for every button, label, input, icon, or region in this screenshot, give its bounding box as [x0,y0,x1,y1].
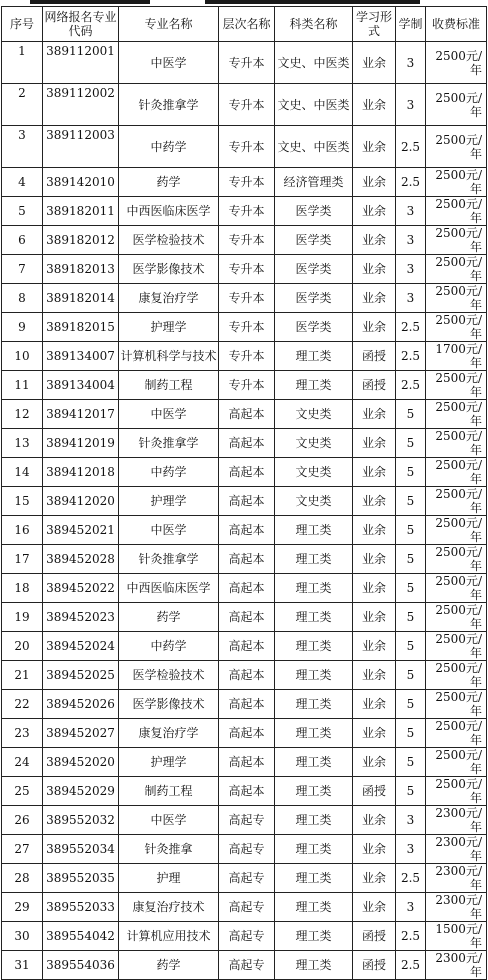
cell-index: 26 [2,806,43,835]
cell-fee: 2300元/年 [426,864,487,893]
cell-duration: 2.5 [396,864,426,893]
cell-code: 389452021 [43,516,119,545]
cell-index: 8 [2,284,43,313]
cell-duration: 2.5 [396,342,426,371]
cell-duration: 2.5 [396,371,426,400]
cell-index: 18 [2,574,43,603]
cell-code: 389182012 [43,226,119,255]
cell-index: 20 [2,632,43,661]
cell-index: 17 [2,545,43,574]
table-row [2,632,487,661]
cell-duration: 5 [396,545,426,574]
table-row [2,748,487,777]
cell-fee: 2500元/年 [426,400,487,429]
cell-level: 高起本 [219,429,275,458]
cell-level: 高起本 [219,777,275,806]
cell-index: 25 [2,777,43,806]
cell-category: 理工类 [275,835,353,864]
cell-fee: 2500元/年 [426,313,487,342]
table-row [2,864,487,893]
cell-duration: 5 [396,632,426,661]
cell-major: 中药学 [119,632,219,661]
cell-code: 389142010 [43,168,119,197]
col-header-category: 科类名称 [275,7,353,42]
table-row [2,516,487,545]
cell-level: 专升本 [219,42,275,84]
cell-fee: 2500元/年 [426,487,487,516]
cell-fee: 2500元/年 [426,284,487,313]
cell-duration: 5 [396,661,426,690]
col-header-code: 网络报名专业代码 [43,7,119,42]
table-row [2,284,487,313]
cell-study-form: 业余 [353,574,396,603]
cell-study-form: 业余 [353,487,396,516]
cell-index: 27 [2,835,43,864]
cell-fee: 2500元/年 [426,226,487,255]
cell-code: 389134004 [43,371,119,400]
cell-major: 计算机应用技术 [119,922,219,951]
cell-category: 理工类 [275,719,353,748]
cell-category: 医学类 [275,197,353,226]
cell-major: 制药工程 [119,777,219,806]
cell-duration: 3 [396,255,426,284]
cell-index: 31 [2,951,43,980]
cell-index: 15 [2,487,43,516]
cell-fee: 2500元/年 [426,545,487,574]
cell-index: 12 [2,400,43,429]
cell-study-form: 业余 [353,661,396,690]
cell-study-form: 业余 [353,516,396,545]
cell-level: 高起专 [219,806,275,835]
table-row [2,371,487,400]
cell-level: 高起本 [219,545,275,574]
cell-index: 28 [2,864,43,893]
cell-duration: 3 [396,835,426,864]
cell-category: 文史类 [275,487,353,516]
cell-category: 医学类 [275,255,353,284]
cell-index: 22 [2,690,43,719]
cell-code: 389182014 [43,284,119,313]
cell-code: 389112002 [43,84,119,126]
cell-index: 1 [2,42,43,84]
cell-level: 专升本 [219,371,275,400]
cell-major: 中西医临床医学 [119,574,219,603]
cell-code: 389552035 [43,864,119,893]
cell-code: 389552032 [43,806,119,835]
enrollment-table [1,6,487,980]
cell-category: 理工类 [275,342,353,371]
cell-category: 理工类 [275,690,353,719]
cell-category: 理工类 [275,951,353,980]
cell-code: 389182015 [43,313,119,342]
cell-duration: 5 [396,458,426,487]
cell-major: 中药学 [119,458,219,487]
cell-duration: 3 [396,197,426,226]
cell-major: 制药工程 [119,371,219,400]
table-row [2,545,487,574]
cell-code: 389552034 [43,835,119,864]
table-row [2,661,487,690]
cell-study-form: 函授 [353,951,396,980]
cell-code: 389412018 [43,458,119,487]
table-row [2,42,487,84]
cell-duration: 5 [396,516,426,545]
cell-major: 护理学 [119,313,219,342]
cell-duration: 3 [396,284,426,313]
cell-study-form: 业余 [353,835,396,864]
cell-code: 389554036 [43,951,119,980]
cell-code: 389452026 [43,690,119,719]
table-row [2,835,487,864]
cell-major: 康复治疗学 [119,719,219,748]
cell-category: 理工类 [275,777,353,806]
cell-category: 理工类 [275,806,353,835]
cell-duration: 5 [396,574,426,603]
cell-study-form: 业余 [353,632,396,661]
table-row [2,226,487,255]
cell-code: 389452023 [43,603,119,632]
cell-major: 中医学 [119,516,219,545]
cell-fee: 2500元/年 [426,126,487,168]
cell-category: 文史、中医类 [275,42,353,84]
cell-category: 理工类 [275,603,353,632]
cell-category: 医学类 [275,226,353,255]
cell-level: 高起本 [219,400,275,429]
cell-major: 护理学 [119,487,219,516]
col-header-fee: 收费标准 [426,7,487,42]
col-header-study-form: 学习形式 [353,7,396,42]
cell-fee: 2500元/年 [426,84,487,126]
cell-code: 389412020 [43,487,119,516]
cell-code: 389452025 [43,661,119,690]
cell-index: 30 [2,922,43,951]
cell-category: 理工类 [275,661,353,690]
cell-fee: 2500元/年 [426,371,487,400]
table-row [2,255,487,284]
cell-level: 高起本 [219,661,275,690]
cell-index: 29 [2,893,43,922]
cell-index: 5 [2,197,43,226]
table-row [2,603,487,632]
cell-duration: 3 [396,806,426,835]
cell-code: 389452020 [43,748,119,777]
cell-level: 高起专 [219,893,275,922]
cell-major: 针灸推拿学 [119,429,219,458]
table-row [2,719,487,748]
cell-study-form: 业余 [353,226,396,255]
cell-code: 389182011 [43,197,119,226]
cell-level: 专升本 [219,84,275,126]
cell-duration: 2.5 [396,951,426,980]
cell-duration: 5 [396,719,426,748]
cell-level: 高起本 [219,748,275,777]
col-header-major: 专业名称 [119,7,219,42]
table-row [2,126,487,168]
cell-major: 中药学 [119,126,219,168]
cell-fee: 2500元/年 [426,42,487,84]
cell-level: 高起本 [219,719,275,748]
cell-fee: 1500元/年 [426,922,487,951]
cell-fee: 2500元/年 [426,255,487,284]
cell-duration: 2.5 [396,922,426,951]
cell-fee: 2500元/年 [426,719,487,748]
cell-major: 中医学 [119,42,219,84]
cell-code: 389412019 [43,429,119,458]
cell-code: 389412017 [43,400,119,429]
cell-category: 文史、中医类 [275,84,353,126]
cell-index: 7 [2,255,43,284]
cell-duration: 3 [396,226,426,255]
cell-study-form: 业余 [353,806,396,835]
table-row [2,168,487,197]
cell-index: 3 [2,126,43,168]
cell-index: 13 [2,429,43,458]
cell-fee: 1700元/年 [426,342,487,371]
cell-level: 高起本 [219,603,275,632]
cell-duration: 5 [396,429,426,458]
cell-duration: 5 [396,690,426,719]
cell-major: 中医学 [119,806,219,835]
cell-major: 医学影像技术 [119,690,219,719]
cell-major: 康复治疗技术 [119,893,219,922]
table-row [2,574,487,603]
cell-study-form: 业余 [353,313,396,342]
cell-duration: 5 [396,777,426,806]
cell-study-form: 业余 [353,400,396,429]
table-body [2,42,487,980]
cell-index: 10 [2,342,43,371]
cell-study-form: 函授 [353,371,396,400]
cell-category: 理工类 [275,371,353,400]
table-row [2,922,487,951]
cell-category: 理工类 [275,632,353,661]
cell-fee: 2500元/年 [426,168,487,197]
cell-level: 高起专 [219,864,275,893]
table-row [2,487,487,516]
cell-index: 24 [2,748,43,777]
cell-study-form: 业余 [353,197,396,226]
cell-index: 23 [2,719,43,748]
cell-study-form: 函授 [353,777,396,806]
cell-category: 文史类 [275,429,353,458]
cell-code: 389134007 [43,342,119,371]
cell-code: 389182013 [43,255,119,284]
cell-duration: 2.5 [396,126,426,168]
table-row [2,400,487,429]
cell-code: 389452022 [43,574,119,603]
cell-category: 文史、中医类 [275,126,353,168]
cell-study-form: 函授 [353,922,396,951]
cell-study-form: 业余 [353,748,396,777]
cell-level: 高起本 [219,458,275,487]
cell-major: 医学检验技术 [119,226,219,255]
cell-level: 专升本 [219,255,275,284]
cell-fee: 2500元/年 [426,748,487,777]
cell-major: 药学 [119,603,219,632]
cell-level: 高起本 [219,487,275,516]
table-row [2,893,487,922]
cell-category: 理工类 [275,922,353,951]
cell-code: 389452029 [43,777,119,806]
cell-code: 389112003 [43,126,119,168]
cell-level: 高起本 [219,516,275,545]
cell-study-form: 业余 [353,690,396,719]
cell-category: 医学类 [275,284,353,313]
cell-index: 4 [2,168,43,197]
cell-index: 21 [2,661,43,690]
cell-fee: 2300元/年 [426,951,487,980]
cell-fee: 2500元/年 [426,516,487,545]
cell-fee: 2300元/年 [426,893,487,922]
cell-study-form: 业余 [353,168,396,197]
cell-category: 理工类 [275,864,353,893]
cell-code: 389112001 [43,42,119,84]
cell-fee: 2500元/年 [426,661,487,690]
cell-level: 高起专 [219,835,275,864]
table-row [2,84,487,126]
col-header-duration: 学制 [396,7,426,42]
cell-major: 药学 [119,951,219,980]
cell-fee: 2500元/年 [426,777,487,806]
cell-index: 2 [2,84,43,126]
cell-category: 医学类 [275,313,353,342]
cell-study-form: 函授 [353,342,396,371]
cell-major: 药学 [119,168,219,197]
cell-duration: 5 [396,603,426,632]
cell-major: 康复治疗学 [119,284,219,313]
cell-fee: 2500元/年 [426,603,487,632]
cell-duration: 5 [396,487,426,516]
cell-category: 文史类 [275,400,353,429]
cell-study-form: 业余 [353,864,396,893]
cell-index: 14 [2,458,43,487]
cell-fee: 2500元/年 [426,197,487,226]
cell-study-form: 业余 [353,893,396,922]
cell-index: 16 [2,516,43,545]
cell-category: 理工类 [275,574,353,603]
cell-level: 高起本 [219,632,275,661]
cell-level: 高起专 [219,951,275,980]
cell-major: 医学检验技术 [119,661,219,690]
cell-study-form: 业余 [353,545,396,574]
cell-study-form: 业余 [353,458,396,487]
cell-category: 经济管理类 [275,168,353,197]
table-header-row [2,7,487,42]
cell-level: 专升本 [219,342,275,371]
cell-fee: 2500元/年 [426,574,487,603]
cell-major: 中西医临床医学 [119,197,219,226]
cell-study-form: 业余 [353,429,396,458]
cell-level: 高起本 [219,690,275,719]
cell-level: 专升本 [219,284,275,313]
cell-major: 护理 [119,864,219,893]
table-row [2,951,487,980]
cell-study-form: 业余 [353,255,396,284]
cell-fee: 2500元/年 [426,429,487,458]
cell-major: 针灸推拿学 [119,84,219,126]
cell-study-form: 业余 [353,42,396,84]
col-header-level: 层次名称 [219,7,275,42]
table-row [2,458,487,487]
cell-duration: 5 [396,400,426,429]
cell-category: 理工类 [275,545,353,574]
cell-fee: 2300元/年 [426,835,487,864]
cell-duration: 2.5 [396,168,426,197]
cell-major: 医学影像技术 [119,255,219,284]
cell-code: 389552033 [43,893,119,922]
cell-major: 中医学 [119,400,219,429]
table-row [2,197,487,226]
table-row [2,777,487,806]
cell-level: 专升本 [219,168,275,197]
cell-code: 389554042 [43,922,119,951]
cell-study-form: 业余 [353,126,396,168]
cell-major: 针灸推拿 [119,835,219,864]
cell-level: 专升本 [219,313,275,342]
cell-level: 专升本 [219,197,275,226]
cell-duration: 2.5 [396,313,426,342]
cell-fee: 2500元/年 [426,632,487,661]
cell-major: 计算机科学与技术 [119,342,219,371]
cell-code: 389452028 [43,545,119,574]
cell-major: 护理学 [119,748,219,777]
cell-level: 专升本 [219,226,275,255]
cell-index: 11 [2,371,43,400]
cell-code: 389452024 [43,632,119,661]
cell-fee: 2500元/年 [426,690,487,719]
cell-index: 9 [2,313,43,342]
cell-duration: 3 [396,84,426,126]
cell-fee: 2500元/年 [426,458,487,487]
cell-category: 文史类 [275,458,353,487]
cell-duration: 3 [396,893,426,922]
table-row [2,342,487,371]
cell-level: 高起专 [219,922,275,951]
table-row [2,313,487,342]
table-row [2,806,487,835]
table-row [2,690,487,719]
cell-category: 理工类 [275,893,353,922]
cell-level: 高起本 [219,574,275,603]
cell-category: 理工类 [275,516,353,545]
cell-index: 6 [2,226,43,255]
cell-index: 19 [2,603,43,632]
cell-study-form: 业余 [353,603,396,632]
cell-duration: 5 [396,748,426,777]
cell-study-form: 业余 [353,84,396,126]
cell-study-form: 业余 [353,284,396,313]
col-header-index: 序号 [2,7,43,42]
cell-duration: 3 [396,42,426,84]
cell-category: 理工类 [275,748,353,777]
cell-major: 针灸推拿学 [119,545,219,574]
cell-study-form: 业余 [353,719,396,748]
cell-fee: 2300元/年 [426,806,487,835]
cell-code: 389452027 [43,719,119,748]
cell-level: 专升本 [219,126,275,168]
table-row [2,429,487,458]
